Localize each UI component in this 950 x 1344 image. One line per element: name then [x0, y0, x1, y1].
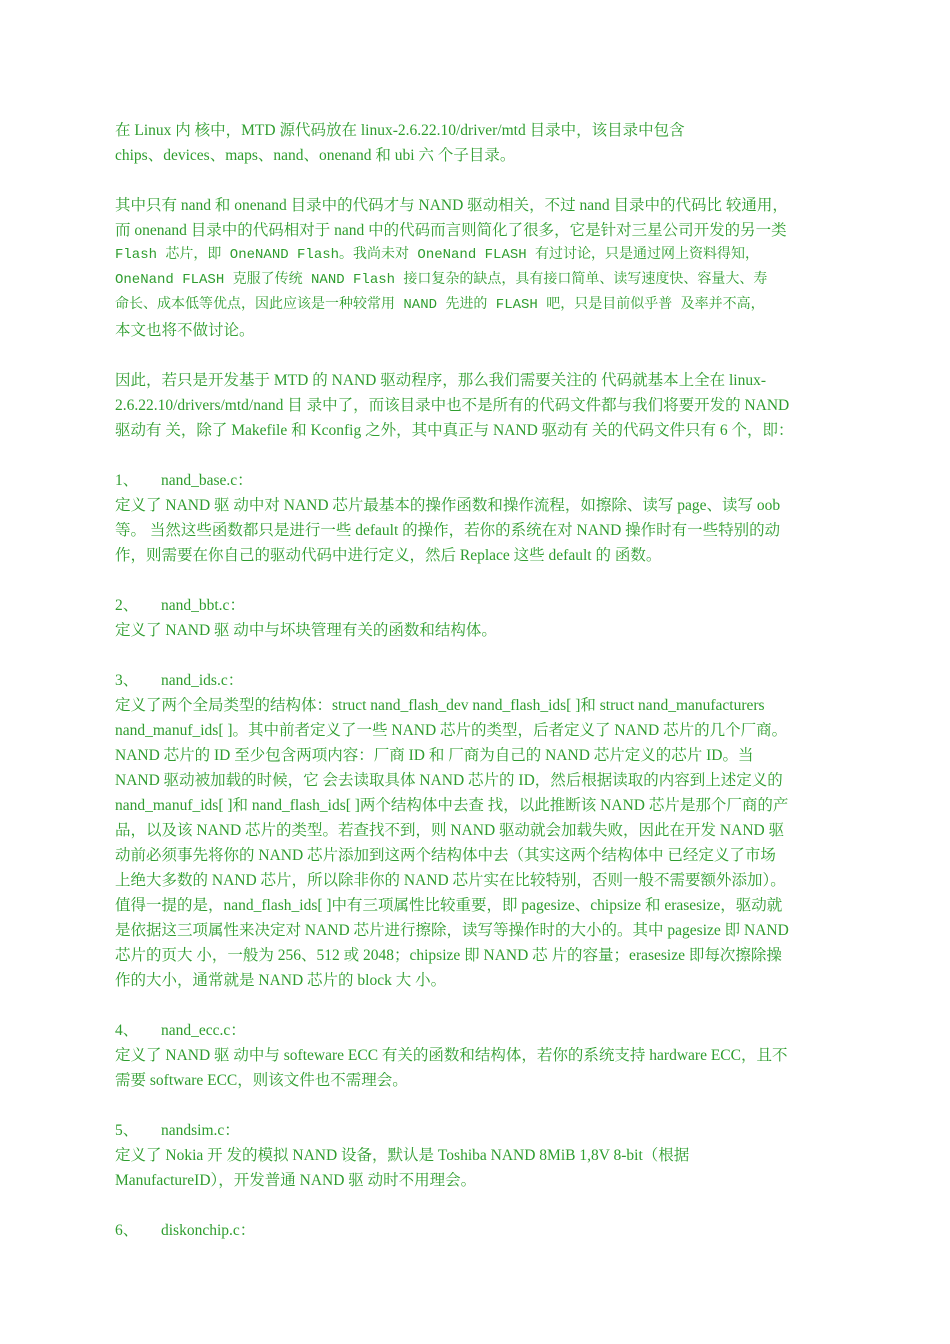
file-item-description-line: nand_manuf_ids[ ]和 nand_flash_ids[ ]两个结构体中去查 找，以此推断该 NAND 芯片是那个厂商的产 [115, 797, 789, 814]
file-item-description-line: 定义了 NAND 驱 动中与 softeware ECC 有关的函数和结构体，若你的系统支持 hardware ECC，且不 [115, 1047, 788, 1064]
text-line: chips、devices、maps、nand、onenand 和 ubi 六 个子目录。 [115, 147, 516, 164]
file-item-number: 1、 [115, 472, 139, 489]
file-item-number: 5、 [115, 1122, 139, 1139]
scope-paragraph [115, 368, 855, 443]
onenand-paragraph [115, 193, 855, 343]
text-line: 驱动有 关，除了 Makefile 和 Kconfig 之外，其中真正与 NAND 驱动有 关的代码文件只有 6 个，即： [115, 422, 794, 439]
text-line: 因此，若只是开发基于 MTD 的 NAND 驱动程序，那么我们需要关注的 代码就基本上全在 linux- [115, 372, 766, 389]
file-item-description-line: 动前必须事先将你的 NAND 芯片添加到这两个结构体中去（其实这两个结构体中 已经定义了市场 [115, 847, 776, 864]
file-item-number: 2、 [115, 597, 139, 614]
file-item-description-line: 上绝大多数的 NAND 芯片，所以除非你的 NAND 芯片实在比较特别，否则一般不需要额外添加）。 [115, 872, 786, 889]
file-item-name: nand_bbt.c： [161, 597, 245, 614]
file-item-heading [115, 1018, 855, 1043]
text-line: 而 onenand 目录中的代码相对于 nand 中的代码而言则简化了很多，它是针对三星公司开发的另一类 [115, 222, 787, 239]
file-item-description-line: 定义了 Nokia 开 发的模拟 NAND 设备，默认是 Toshiba NAND 8MiB 1,8V 8-bit（根据 [115, 1147, 690, 1164]
file-item-heading [115, 1118, 855, 1143]
document-body [115, 118, 855, 1268]
text-line: OneNand FLASH 克服了传统 NAND Flash 接口复杂的缺点，具有接口简单、读写速度快、容量大、寿 [115, 272, 768, 288]
file-item-name: nand_ecc.c： [161, 1022, 246, 1039]
file-item [115, 468, 855, 568]
file-item [115, 1118, 855, 1193]
file-item-description-line: 品，以及该 NAND 芯片的类型。若查找不到，则 NAND 驱动就会加载失败，因此在开发 NAND 驱 [115, 822, 785, 839]
file-item-heading [115, 593, 855, 618]
file-item-description-line: 需要 software ECC，则该文件也不需理会。 [115, 1072, 408, 1089]
file-item-number: 6、 [115, 1222, 139, 1239]
file-item-description-line: 等。 当然这些函数都只是进行一些 default 的操作，若你的系统在对 NAND 操作时有一些特别的动 [115, 522, 781, 539]
file-item [115, 593, 855, 643]
file-item-description-line: NAND 驱动被加载的时候，它 会去读取具体 NAND 芯片的 ID，然后根据读取的内容到上述定义的 [115, 772, 783, 789]
text-line: 其中只有 nand 和 onenand 目录中的代码才与 NAND 驱动相关，不过 nand 目录中的代码比 较通用， [115, 197, 788, 214]
file-item [115, 1018, 855, 1093]
file-item-name: diskonchip.c： [161, 1222, 256, 1239]
file-item-description-line: 定义了两个全局类型的结构体：struct nand_flash_dev nand_flash_ids[ ]和 struct nand_manufacturers [115, 697, 765, 714]
file-item-number: 4、 [115, 1022, 139, 1039]
file-item-description-line: ManufactureID），开发普通 NAND 驱 动时不用理会。 [115, 1172, 477, 1189]
file-item-description-line: 芯片的页大 小，一般为 256、512 或 2048；chipsize 即 NAND 芯 片的容量；erasesize 即每次擦除操 [115, 947, 782, 964]
file-item-description-line: nand_manuf_ids[ ]。其中前者定义了一些 NAND 芯片的类型，后者定义了 NAND 芯片的几个厂商。 [115, 722, 788, 739]
file-item-description-line: 定义了 NAND 驱 动中与坏块管理有关的函数和结构体。 [115, 622, 497, 639]
file-item-description-line: 定义了 NAND 驱 动中对 NAND 芯片最基本的操作函数和操作流程，如擦除、读写 page、读写 oob [115, 497, 781, 514]
file-list [115, 468, 855, 1243]
file-item-heading [115, 468, 855, 493]
intro-paragraph [115, 118, 855, 168]
text-line: 2.6.22.10/drivers/mtd/nand 目 录中了，而该目录中也不是所有的代码文件都与我们将要开发的 NAND [115, 397, 790, 414]
file-item-heading [115, 1218, 855, 1243]
file-item-heading [115, 668, 855, 693]
text-line: 本文也将不做讨论。 [115, 322, 255, 339]
file-item-description-line: 值得一提的是，nand_flash_ids[ ]中有三项属性比较重要，即 pagesize、chipsize 和 erasesize，驱动就 [115, 897, 783, 914]
text-line: 命长、成本低等优点，因此应该是一种较常用 NAND 先进的 FLASH 吧，只是目前似乎普 及率并不高， [115, 297, 765, 313]
file-item-description-line: NAND 芯片的 ID 至少包含两项内容：厂商 ID 和 厂商为自己的 NAND 芯片定义的芯片 ID。当 [115, 747, 754, 764]
file-item-number: 3、 [115, 672, 139, 689]
text-line: Flash 芯片，即 OneNAND Flash。我尚未对 OneNand FLASH 有过讨论，只是通过网上资料得知， [115, 247, 760, 263]
text-line: 在 Linux 内 核中，MTD 源代码放在 linux-2.6.22.10/driver/mtd 目录中，该目录中包含 [115, 122, 685, 139]
file-item-name: nand_base.c： [161, 472, 253, 489]
file-item-name: nandsim.c： [161, 1122, 240, 1139]
file-item [115, 1218, 855, 1243]
file-item-description-line: 是依据这三项属性来决定对 NAND 芯片进行擦除，读写等操作时的大小的。其中 pagesize 即 NAND [115, 922, 789, 939]
file-item-name: nand_ids.c： [161, 672, 244, 689]
file-item [115, 668, 855, 993]
file-item-description-line: 作，则需要在你自己的驱动代码中进行定义，然后 Replace 这些 default 的 函数。 [115, 547, 662, 564]
file-item-description-line: 作的大小，通常就是 NAND 芯片的 block 大 小。 [115, 972, 447, 989]
